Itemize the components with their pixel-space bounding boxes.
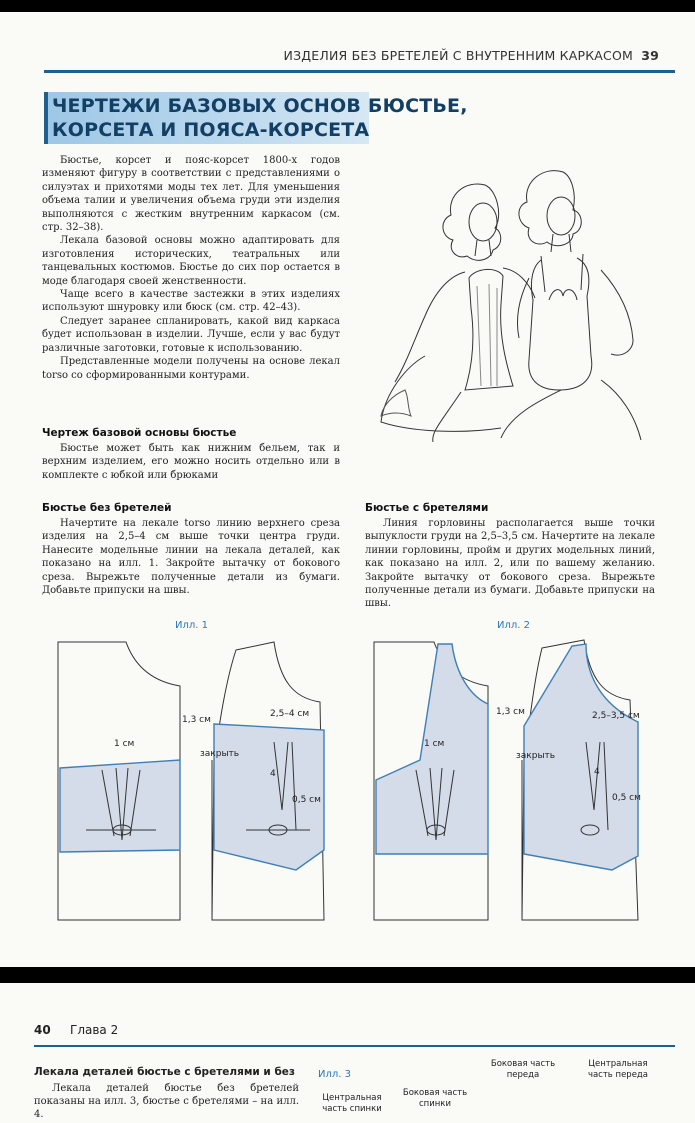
- label-side-back: Боковая часть спинки: [402, 1088, 468, 1109]
- section-paragraph: Бюстье может быть как нижним бельем, так и верхним изделием, его можно носить отдельно или в комплекте с юбкой или брюками: [42, 443, 340, 481]
- header-rule: [34, 1045, 675, 1047]
- ill-2-label: Илл. 2: [497, 620, 530, 631]
- title-line-1: ЧЕРТЕЖИ БАЗОВЫХ ОСНОВ БЮСТЬЕ,: [52, 95, 468, 117]
- running-head-text: ИЗДЕЛИЯ БЕЗ БРЕТЕЛЕЙ С ВНУТРЕННИМ КАРКАСОМ: [283, 48, 634, 63]
- ill-3-label: Илл. 3: [318, 1069, 351, 1080]
- front-bodice-panel: [376, 644, 488, 854]
- label-close: закрыть: [200, 749, 240, 759]
- page-number: 39: [641, 48, 659, 63]
- label-close: закрыть: [516, 751, 556, 761]
- page-title: [52, 94, 472, 142]
- right-heading: Бюстье с бретелями: [365, 502, 489, 514]
- right-text: [365, 517, 655, 611]
- section-heading: Лекала деталей бюстье с бретелями и без: [34, 1066, 295, 1078]
- fashion-illustration: [365, 160, 665, 442]
- front-bodice-panel: [60, 760, 180, 852]
- dim-1cm: 1 см: [424, 739, 445, 749]
- intro-paragraph: Лекала базовой основы можно адаптировать для изготовления исторических, театральных или танцевальных костюмов. Бюстье до сих пор остается в моде благодаря своей женственности.: [42, 235, 340, 287]
- label-four: 4: [594, 767, 600, 777]
- dim-1-3: 1,3 см: [182, 715, 211, 725]
- running-head: [200, 48, 659, 63]
- left-paragraph: Начертите на лекале torso линию верхнего среза изделия на 2,5–4 см выше точки центра груди. Нанесите модельные линии на лекала деталей, как показано на илл. 1. Закройте вытачку от бокового среза. Вырежьте полученные детали из бумаги. Добавьте припуски на швы.: [42, 518, 340, 597]
- left-heading: Бюстье без бретелей: [42, 502, 172, 514]
- dim-1cm: 1 см: [114, 739, 135, 749]
- ill-1-label: Илл. 1: [175, 620, 208, 631]
- dim-0-5: 0,5 см: [292, 795, 321, 805]
- right-paragraph: Линия горловины располагается выше точки выпуклости груди на 2,5–3,5 см. Начертите на лекале линии горловины, пройм и других модельных линий, как показано на илл. 2, или по вашему желанию. Закройте вытачку от бокового среза. Вырежьте полученные детали из бумаги. Добавьте припуски на швы.: [365, 518, 655, 610]
- label-center-back: Центральная часть спинки: [322, 1093, 382, 1114]
- intro-paragraph: Представленные модели получены на основе лекал torso со сформированными контурами.: [42, 356, 340, 381]
- section-text: Лекала деталей бюстье без бретелей показаны на илл. 3, бюстье с бретелями – на илл. 4.: [34, 1083, 299, 1120]
- label-center-front: Центральная часть переда: [587, 1059, 649, 1080]
- page-39: [0, 12, 695, 967]
- intro-paragraph: Следует заранее спланировать, какой вид каркаса будет использован в изделии. Лучше, если у вас будут различные заготовки, готовые к использованию.: [42, 315, 340, 354]
- left-text: [42, 517, 340, 597]
- label-four: 4: [270, 769, 276, 779]
- intro-paragraph: Бюстье, корсет и пояс-корсет 1800-х годов изменяют фигуру в соответствии с представлениями о силуэтах и прихотями моды тех лет. Для уменьшения объема талии и увеличения объема груди эти изделия выполняются с жестким внутренним каркасом (см. стр. 32–38).: [42, 155, 340, 234]
- header-rule: [44, 70, 675, 73]
- page-number: 40: [34, 1023, 51, 1037]
- chapter-label: Глава 2: [70, 1023, 119, 1037]
- intro-paragraph: Чаще всего в качестве застежки в этих изделиях используют шнуровку или бюск (см. стр. 42–43).: [42, 289, 340, 314]
- title-line-2: КОРСЕТА И ПОЯСА-КОРСЕТА: [52, 119, 370, 141]
- dim-top: 2,5–4 см: [270, 709, 310, 719]
- label-side-front: Боковая часть переда: [490, 1059, 556, 1080]
- pattern-diagram-1: [56, 630, 346, 930]
- page-40: [0, 983, 695, 1123]
- pattern-diagram-2: [372, 630, 662, 930]
- dim-1-3: 1,3 см: [496, 707, 525, 717]
- intro-text: [42, 154, 340, 382]
- dim-0-5: 0,5 см: [612, 793, 641, 803]
- title-accent-bar: [44, 92, 48, 144]
- section-text: [42, 442, 340, 482]
- dim-top: 2,5–3,5 см: [592, 711, 640, 721]
- section-heading: Чертеж базовой основы бюстье: [42, 427, 237, 439]
